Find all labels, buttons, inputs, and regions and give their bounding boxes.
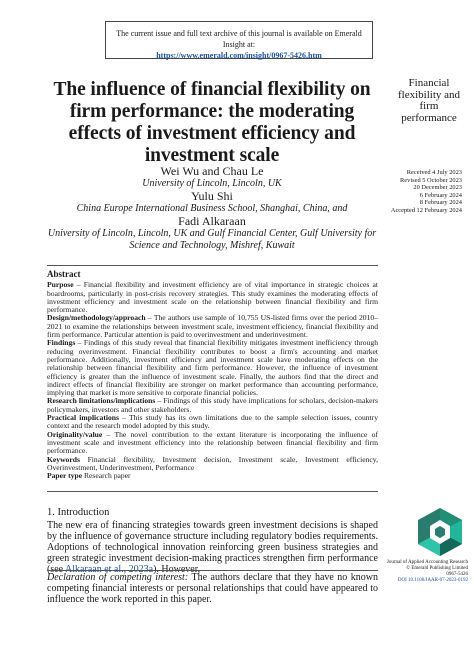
abstract-originality <box>47 431 378 456</box>
introduction-paragraph <box>47 520 378 575</box>
design-text: – The authors use sample of 10,755 US-listed firms over the period 2010–2021 to examine the relationships between investment scale, investment efficiency, financial flexibility and firm performance. Particular attention is paid to overinvestment and underinvestment. <box>47 313 378 340</box>
keywords-label: Keywords <box>47 454 80 464</box>
footnote-divider <box>47 570 378 571</box>
paper-type-text: Research paper <box>82 471 131 481</box>
originality-label: Originality/value <box>47 429 103 439</box>
abstract-heading: Abstract <box>47 269 81 279</box>
emerald-logo-icon <box>414 506 466 558</box>
keywords-text: Financial flexibility, Investment decision, Investment scale, Investment efficiency, Overinvestment, Underinvestment, Performance <box>47 454 378 472</box>
journal-issn: 0967-5426 <box>446 572 468 577</box>
author-affiliation: University of Lincoln, Lincoln, UK <box>142 177 282 189</box>
access-notice <box>105 21 373 59</box>
citation-link[interactable]: Alkaraan et al., 2023a <box>65 564 154 575</box>
running-title: Financial flexibility and firm performance <box>398 77 461 124</box>
history-date: Received 4 July 2023 <box>406 169 462 176</box>
introduction-section <box>47 507 378 575</box>
abstract <box>47 270 378 480</box>
paper-type-label: Paper type <box>47 471 83 481</box>
limitations-text: – Findings of this study have implications for scholars, decision-makers policymakers, investors and other stakeholders. <box>47 396 378 414</box>
section-heading: 1. Introduction <box>47 507 110 518</box>
journal-publisher: © Emerald Publishing Limited <box>406 566 468 571</box>
abstract-paper-type <box>47 472 378 480</box>
purpose-label: Purpose <box>47 280 74 290</box>
practical-text: – This study has its own limitations due to the sample selection issues, country context and the research model adopted by this study. <box>47 413 378 431</box>
purpose-text: – Financial flexibility and investment efficiency are of vital importance in strategic choices at boardrooms, particularly in post-crisis recovery strategies. This study examines the moderating effects of investment efficiency and investment scale on the relationship between financial flexibility and firm performance. <box>47 280 378 315</box>
abstract-purpose <box>47 281 378 314</box>
intro-text-before: The new era of financing strategies towards green investment decisions is shaped by the influence of governance structure including regulatory bodies requirements. Adoptions of technological innovation reinforcing green business strategies and green strategic investment decision-making practices strengthen firm performance (see <box>47 520 378 575</box>
abstract-design <box>47 314 378 339</box>
author-block <box>47 165 377 253</box>
findings-text: – Findings of this study reveal that financial flexibility mitigates investment inefficiency through reducing overinvestment. Financial flexibility contributes to boost a firm's accounting and market performance. Additionally, investment efficiency and investment scale have moderating effects on the relationship between financial flexibility and firm performance. However, the influence of investment efficiency is greater than the influence of investment scale. Finally, the authors find that the direct and indirect effects of financial flexibility are stronger on market performance than accounting performance, implying that market is more sensitive to corporate financial policies. <box>47 338 378 398</box>
author-name: Wei Wu and Chau Le <box>160 164 264 178</box>
abstract-practical <box>47 414 378 431</box>
abstract-limitations <box>47 397 378 414</box>
footnote-text: The authors declare that they have no known competing financial interests or personal relationships that could have appeared to influence the work reported in this paper. <box>47 572 379 605</box>
access-notice-text: The current issue and full text archive of this journal is available on Emerald Insight at: <box>116 29 362 49</box>
author-affiliation: China Europe International Business School, Shanghai, China, and <box>76 202 348 214</box>
author-name: Yulu Shi <box>191 189 233 203</box>
abstract-findings <box>47 339 378 397</box>
originality-text: – The novel contribution to the extant literature is incorporating the influence of investment scale and investment efficiency into the relationship between financial flexibility and firm performance. <box>47 429 378 456</box>
design-label: Design/methodology/approach <box>47 313 146 323</box>
author-name: Fadi Alkaraan <box>178 214 246 228</box>
findings-label: Findings <box>47 338 76 348</box>
doi-link[interactable]: DOI 10.1108/JAAR-07-2023-0192 <box>397 578 468 583</box>
history-date: Revised 5 October 2023 <box>400 176 462 184</box>
history-date: 20 December 2023 <box>413 184 462 192</box>
author-affiliation: University of Lincoln, Lincoln, UK and Gulf Financial Center, Gulf University for Science and Technology, Mishref, Kuwait <box>47 227 377 251</box>
abstract-top-divider <box>47 265 378 266</box>
limitations-label: Research limitations/implications <box>47 396 156 406</box>
history-date: Accepted 12 February 2024 <box>390 206 462 214</box>
footnote-label: Declaration of competing interest: <box>47 572 189 583</box>
intro-text-after: ). However, <box>153 564 201 575</box>
abstract-keywords <box>47 456 378 473</box>
practical-label: Practical implications <box>47 413 119 423</box>
journal-url-link[interactable]: https://www.emerald.com/insight/0967-5426.htm <box>156 51 322 60</box>
article-history <box>378 169 462 215</box>
article-title: The influence of financial flexibility on firm performance: the moderating effects of investment efficiency and investment scale <box>53 79 371 166</box>
abstract-bottom-divider <box>47 491 378 492</box>
history-date: 6 February 2024 <box>419 191 462 199</box>
journal-info <box>386 560 468 584</box>
history-date: 8 February 2024 <box>419 199 462 207</box>
journal-name: Journal of Applied Accounting Research <box>386 560 468 565</box>
footnote <box>47 572 378 605</box>
